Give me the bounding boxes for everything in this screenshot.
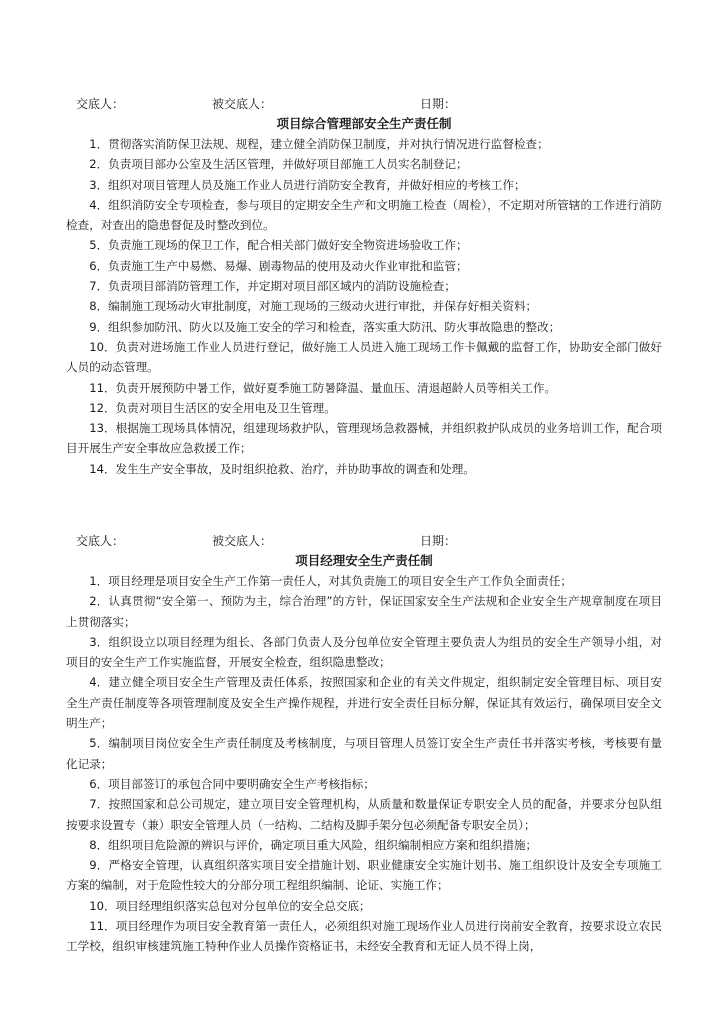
- date-label: 日期：: [420, 534, 457, 548]
- clause-6: 6．项目部签订的承包合同中要明确安全生产考核指标；: [89, 776, 375, 791]
- clause-9: 9．严格安全管理，认真组织落实项目安全措施计划、职业健康安全实施计划书、施工组织设计及安全专项施工方案的编制，对于危险性较大的分部分项工程组织编制、论证、实施工作；: [66, 858, 662, 893]
- clause-11: 11．负责开展预防中暑工作，做好夏季施工防暑降温、量血压、清退超龄人员等相关工作。: [89, 380, 557, 395]
- clause-13: 13．根据施工现场具体情况，组建现场救护队，管理现场急救器械，并组织救护队成员的业务培训工作，配合项目开展生产安全事故应急救援工作；: [66, 421, 662, 456]
- section-title: 项目综合管理部安全生产责任制: [276, 116, 452, 131]
- clause-6: 6．负责施工生产中易燃、易爆、剧毒物品的使用及动火作业审批和监管；: [89, 258, 468, 273]
- clause-1: 1．贯彻落实消防保卫法规、规程，建立健全消防保卫制度，并对执行情况进行监督检查；: [89, 137, 549, 151]
- clause-8: 8．编制施工现场动火审批制度，对施工现场的三级动火进行审批，并保存好相关资料；: [89, 299, 538, 314]
- recipient-label: 被交底人：: [212, 97, 273, 111]
- clause-3: 3．组织设立以项目经理为组长、各部门负责人及分包单位安全管理主要负责人为组员的安全生产领导小组，对项目的安全生产工作实施监督，开展安全检查，组织隐患整改；: [66, 634, 662, 670]
- sign-row: [66, 531, 662, 551]
- clause-12: 12．负责对项目生活区的安全用电及卫生管理。: [89, 400, 336, 415]
- clause-4: 4．建立健全项目安全生产管理及责任体系，按照国家和企业的有关文件规定，组织制定安全管理目标、项目安全生产责任制度等各项管理制度及安全生产操作规程，并进行安全责任目标分解，保证其有效运行，确保项目安全文明生产；: [66, 675, 662, 731]
- clause-8: 8．组织项目危险源的辨识与评价，确定项目重大风险，组织编制相应方案和组织措施；: [89, 837, 538, 852]
- responsibility-section-comprehensive-dept: [66, 94, 662, 479]
- clause-10: 10．项目经理组织落实总包对分包单位的安全总交底；: [89, 898, 371, 913]
- briefer-label: 交底人：: [76, 97, 125, 111]
- clause-4: 4．组织消防安全专项检查，参与项目的定期安全生产和文明施工检查（周检），不定期对所管辖的工作进行消防检查，对查出的隐患督促及时整改到位。: [66, 197, 662, 233]
- clause-10: 10．负责对进场施工作业人员进行登记，做好施工人员进入施工现场工作卡佩戴的监督工作，协助安全部门做好人员的动态管理。: [66, 339, 662, 375]
- date-label: 日期：: [420, 97, 457, 111]
- clause-9: 9．组织参加防汛、防火以及施工安全的学习和检查，落实重大防汛、防火事故隐患的整改；: [89, 319, 561, 334]
- clause-2: 2．负责项目部办公室及生活区管理，并做好项目部施工人员实名制登记；: [89, 157, 468, 172]
- clause-14: 14．发生生产安全事故，及时组织抢救、治疗，并协助事故的调查和处理。: [89, 461, 475, 476]
- recipient-label: 被交底人：: [212, 534, 273, 548]
- briefer-label: 交底人：: [76, 534, 125, 548]
- clause-1: 1．项目经理是项目安全生产工作第一责任人，对其负责施工的项目安全生产工作负全面责任；: [89, 574, 572, 588]
- clause-5: 5．负责施工现场的保卫工作，配合相关部门做好安全物资进场验收工作；: [89, 238, 468, 253]
- responsibility-section-project-manager: [66, 531, 662, 957]
- clause-2: 2．认真贯彻“安全第一、预防为主，综合治理”的方针，保证国家安全生产法规和企业安全生产规章制度在项目上贯彻落实；: [66, 594, 662, 629]
- clause-3: 3．组织对项目管理人员及施工作业人员进行消防安全教育，并做好相应的考核工作；: [89, 177, 526, 192]
- clause-5: 5．编制项目岗位安全生产责任制度及考核制度，与项目管理人员签订安全生产责任书并落实考核，考核要有量化记录；: [66, 736, 662, 771]
- section-title: 项目经理安全生产责任制: [295, 553, 433, 568]
- clause-7: 7．按照国家和总公司规定，建立项目安全管理机构，从质量和数量保证专职安全人员的配备，并要求分包队组按要求设置专（兼）职安全管理人员（一结构、二结构及脚手架分包必须配备专职安全员）；: [66, 797, 662, 832]
- clause-11: 11．项目经理作为项目安全教育第一责任人，必须组织对施工现场作业人员进行岗前安全教育，按要求设立农民工学校，组织审核建筑施工特种作业人员操作资格证书，未经安全教育和无证人员不得上岗，: [66, 919, 662, 954]
- clause-7: 7．负责项目部消防管理工作，并定期对项目部区域内的消防设施检查；: [89, 279, 456, 294]
- sign-row: [66, 94, 662, 114]
